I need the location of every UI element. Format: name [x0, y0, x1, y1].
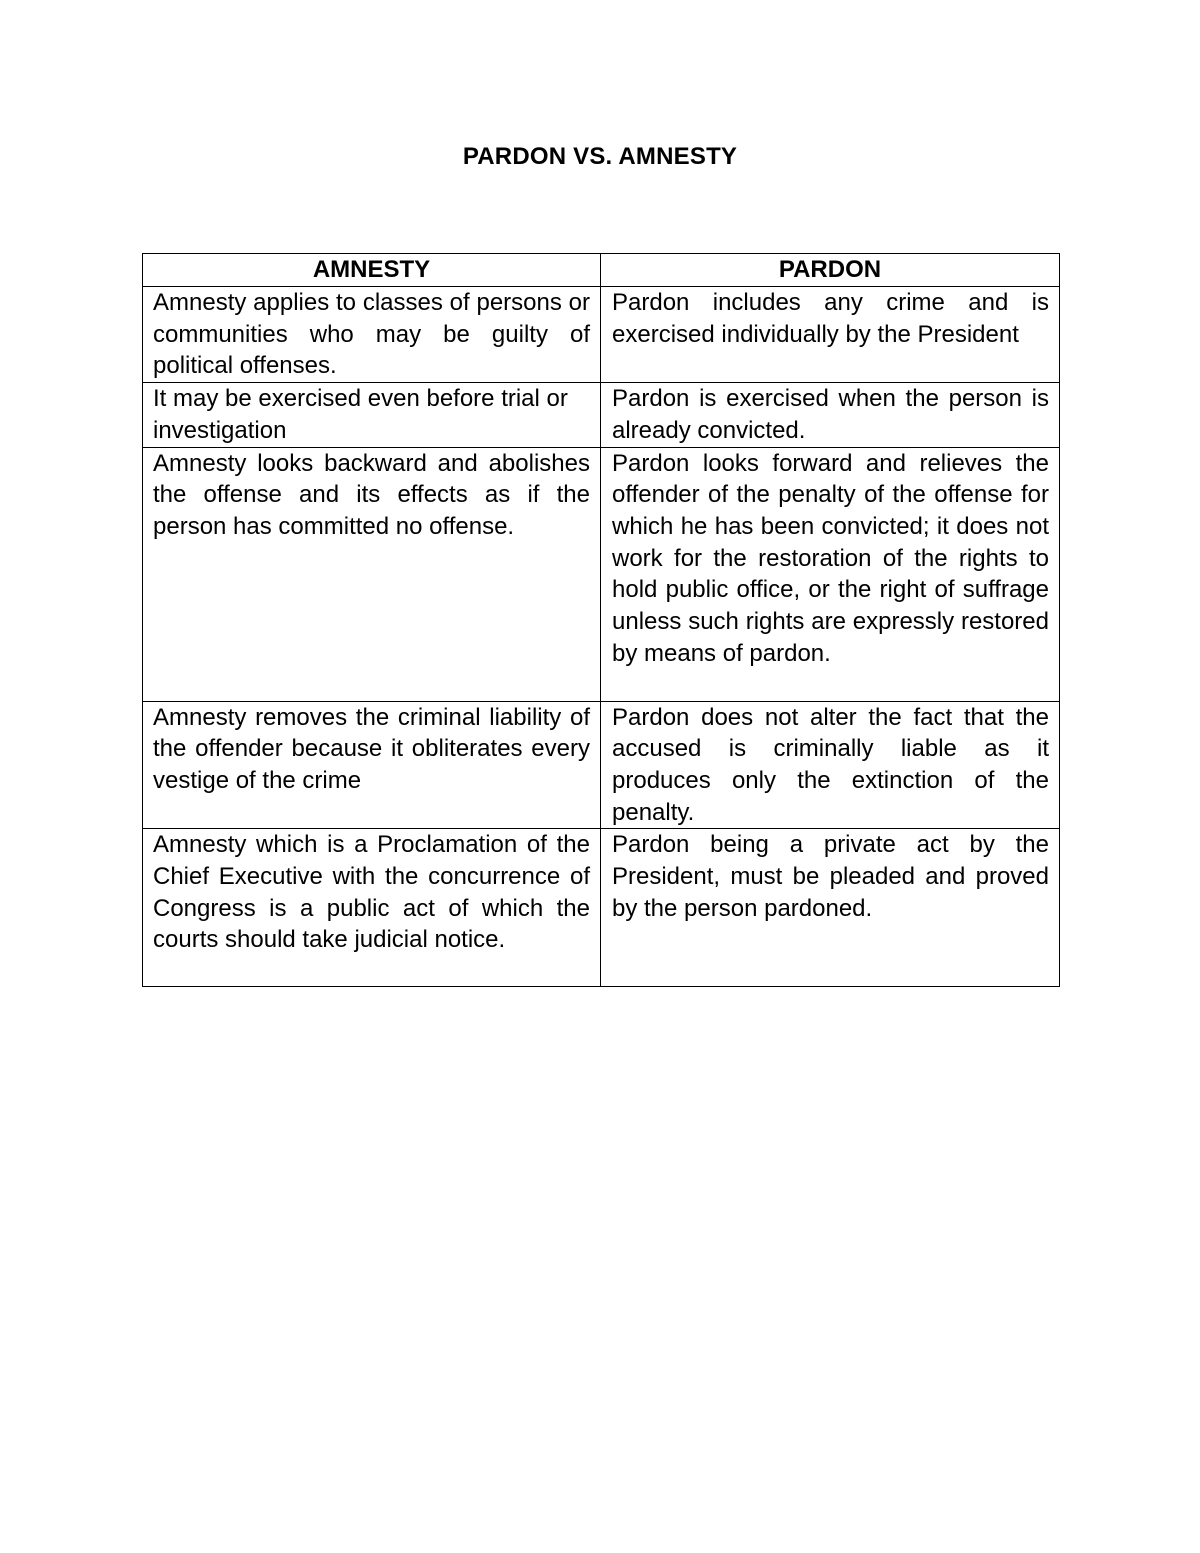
amnesty-cell: Amnesty removes the criminal liability of the offender because it obliterates every vestige of the crime — [143, 701, 601, 829]
page-title: PARDON VS. AMNESTY — [462, 143, 738, 170]
amnesty-cell: Amnesty applies to classes of persons or communities who may be guilty of political offenses. — [143, 287, 601, 383]
pardon-cell: Pardon being a private act by the President, must be pleaded and proved by the person pardoned. — [601, 829, 1060, 987]
table-row — [143, 701, 1060, 829]
comparison-table — [142, 253, 1060, 987]
table-row — [143, 447, 1060, 701]
pardon-cell: Pardon includes any crime and is exercised individually by the President — [601, 287, 1060, 383]
table-row — [143, 383, 1060, 447]
table-row — [143, 287, 1060, 383]
table-header-row — [143, 254, 1060, 287]
amnesty-cell: It may be exercised even before trial or investigation — [143, 383, 601, 447]
amnesty-cell: Amnesty which is a Proclamation of the Chief Executive with the concurrence of Congress is a public act of which the courts should take judicial notice. — [143, 829, 601, 987]
pardon-cell: Pardon is exercised when the person is already convicted. — [601, 383, 1060, 447]
amnesty-cell: Amnesty looks backward and abolishes the offense and its effects as if the person has committed no offense. — [143, 447, 601, 701]
column-header-pardon: PARDON — [601, 254, 1060, 287]
pardon-cell: Pardon looks forward and relieves the offender of the penalty of the offense for which he has been convicted; it does not work for the restoration of the rights to hold public office, or the right of suffrage unless such rights are expressly restored by means of pardon. — [601, 447, 1060, 701]
column-header-amnesty: AMNESTY — [143, 254, 601, 287]
table-row — [143, 829, 1060, 987]
pardon-cell: Pardon does not alter the fact that the accused is criminally liable as it produces only the extinction of the penalty. — [601, 701, 1060, 829]
